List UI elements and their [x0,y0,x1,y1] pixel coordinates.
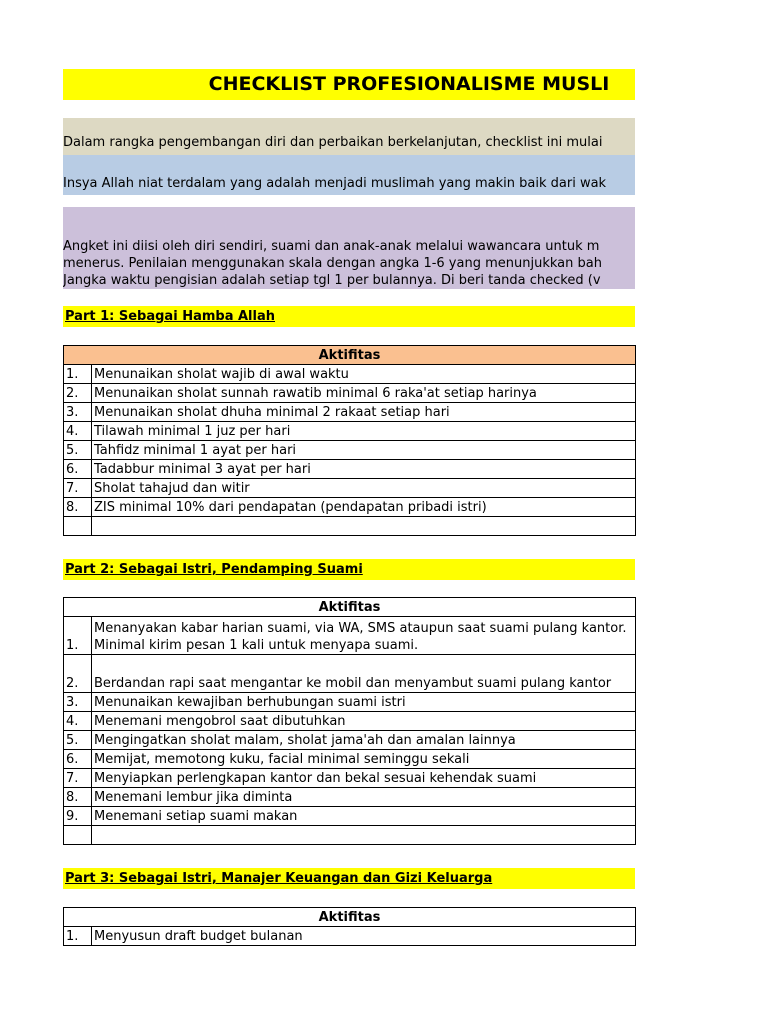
activity-cell[interactable]: Menemani setiap suami makan [92,807,636,826]
part-2-table [63,597,636,845]
row-number[interactable]: 2. [64,384,92,403]
table-row [64,617,636,655]
part-2-title-cell[interactable] [63,559,635,580]
table-row [64,693,636,712]
intro-cell-3[interactable] [63,207,635,289]
table-row-empty [64,826,636,845]
table-header-aktifitas[interactable]: Aktifitas [64,908,636,927]
row-number[interactable]: 5. [64,731,92,750]
intro-cell-2[interactable] [63,155,635,195]
table-row [64,365,636,384]
intro-text-3-line-3: Jangka waktu pengisian adalah setiap tgl 1 per bulannya. Di beri tanda checked (v [63,273,601,288]
row-number[interactable]: 5. [64,441,92,460]
table-row [64,712,636,731]
row-number[interactable]: 1. [64,927,92,946]
row-number[interactable]: 4. [64,422,92,441]
part-3-title-cell[interactable] [63,868,635,889]
part-3-table [63,907,636,946]
table-row [64,769,636,788]
activity-cell[interactable]: Menunaikan sholat sunnah rawatib minimal 6 raka'at setiap harinya [92,384,636,403]
activity-cell[interactable]: Tilawah minimal 1 juz per hari [92,422,636,441]
activity-cell[interactable]: ZIS minimal 10% dari pendapatan (pendapatan pribadi istri) [92,498,636,517]
table-row [64,384,636,403]
table-row [64,750,636,769]
empty-cell[interactable] [64,826,92,845]
activity-cell[interactable]: Sholat tahajud dan witir [92,479,636,498]
empty-cell[interactable] [92,517,636,536]
table-header-row [64,598,636,617]
activity-cell[interactable]: Menyiapkan perlengkapan kantor dan bekal sesuai kehendak suami [92,769,636,788]
empty-cell[interactable] [92,826,636,845]
activity-cell[interactable]: Tahfidz minimal 1 ayat per hari [92,441,636,460]
activity-cell[interactable]: Tadabbur minimal 3 ayat per hari [92,460,636,479]
activity-cell[interactable]: Menanyakan kabar harian suami, via WA, SMS ataupun saat suami pulang kantor. Minimal kirim pesan 1 kali untuk menyapa suami. [92,617,636,655]
intro-cell-1[interactable] [63,118,635,155]
row-number[interactable]: 8. [64,788,92,807]
part-2-title: Part 2: Sebagai Istri, Pendamping Suami [65,562,363,577]
intro-text-2: Insya Allah niat terdalam yang adalah menjadi muslimah yang makin baik dari wak [63,176,607,191]
row-number[interactable]: 6. [64,460,92,479]
row-number[interactable]: 9. [64,807,92,826]
intro-text-3-line-1: Angket ini diisi oleh diri sendiri, suami dan anak-anak melalui wawancara untuk m [63,239,600,254]
table-header-aktifitas[interactable]: Aktifitas [64,346,636,365]
table-row [64,807,636,826]
document-title-cell[interactable] [63,69,635,100]
row-number[interactable]: 4. [64,712,92,731]
row-number[interactable]: 1. [64,365,92,384]
activity-cell[interactable]: Mengingatkan sholat malam, sholat jama'ah dan amalan lainnya [92,731,636,750]
table-row [64,479,636,498]
intro-text-3-line-2: menerus. Penilaian menggunakan skala dengan angka 1-6 yang menunjukkan bah [63,256,602,271]
activity-cell[interactable]: Memijat, memotong kuku, facial minimal seminggu sekali [92,750,636,769]
row-number[interactable]: 7. [64,769,92,788]
table-header-row [64,908,636,927]
document-title: CHECKLIST PROFESIONALISME MUSLI [208,73,610,95]
table-row [64,460,636,479]
activity-cell[interactable]: Menunaikan kewajiban berhubungan suami istri [92,693,636,712]
row-number[interactable]: 7. [64,479,92,498]
part-1-title-cell[interactable] [63,306,635,327]
activity-cell[interactable]: Menemani mengobrol saat dibutuhkan [92,712,636,731]
part-1-title: Part 1: Sebagai Hamba Allah [65,309,275,324]
table-header-row [64,346,636,365]
table-row [64,655,636,693]
activity-cell[interactable]: Menemani lembur jika diminta [92,788,636,807]
table-row-empty [64,517,636,536]
row-number[interactable]: 1. [64,617,92,655]
row-number[interactable]: 8. [64,498,92,517]
table-row [64,441,636,460]
activity-cell[interactable]: Berdandan rapi saat mengantar ke mobil dan menyambut suami pulang kantor [92,655,636,693]
activity-cell[interactable]: Menunaikan sholat wajib di awal waktu [92,365,636,384]
part-3-title: Part 3: Sebagai Istri, Manajer Keuangan dan Gizi Keluarga [65,871,493,886]
row-number[interactable]: 6. [64,750,92,769]
table-row [64,403,636,422]
table-row [64,498,636,517]
row-number[interactable]: 3. [64,693,92,712]
activity-cell[interactable]: Menyusun draft budget bulanan [92,927,636,946]
activity-cell[interactable]: Menunaikan sholat dhuha minimal 2 rakaat setiap hari [92,403,636,422]
row-number[interactable]: 3. [64,403,92,422]
intro-text-1: Dalam rangka pengembangan diri dan perbaikan berkelanjutan, checklist ini mulai [63,135,603,150]
table-row [64,788,636,807]
row-number[interactable]: 2. [64,655,92,693]
table-row [64,422,636,441]
part-1-table [63,345,636,536]
table-row [64,731,636,750]
table-header-aktifitas[interactable]: Aktifitas [64,598,636,617]
empty-cell[interactable] [64,517,92,536]
table-row [64,927,636,946]
